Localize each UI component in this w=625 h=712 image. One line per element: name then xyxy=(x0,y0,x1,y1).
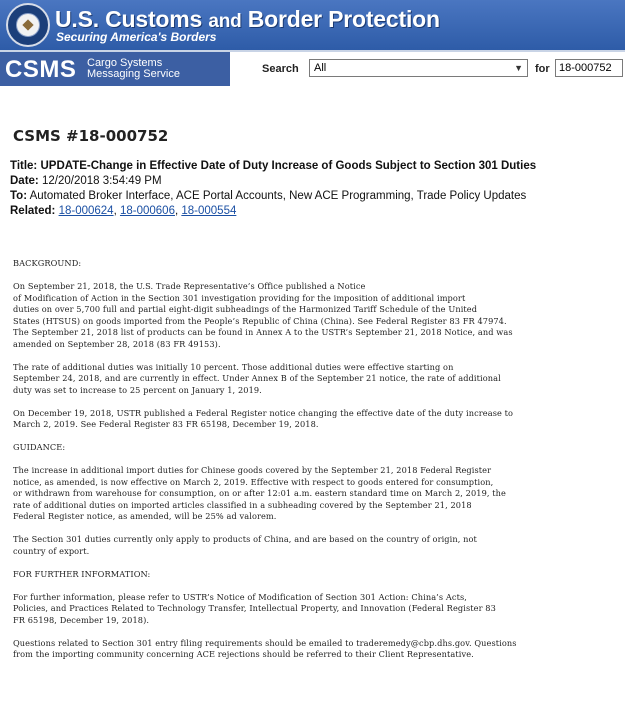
further-info-paragraph-1 xyxy=(13,592,623,627)
agency-name-and: and xyxy=(208,11,242,32)
for-label: for xyxy=(535,63,550,75)
message-body xyxy=(13,258,623,672)
message-title: UPDATE-Change in Effective Date of Duty Increase of Goods Subject to Section 301 Duties xyxy=(40,160,537,172)
eagle-icon xyxy=(22,19,33,30)
section-heading-guidance xyxy=(13,442,623,454)
message-related-row: Related: 18-000624, 18-000606, 18-000554 xyxy=(10,205,237,217)
to-label: To: xyxy=(10,190,28,202)
csms-search-bar xyxy=(0,52,625,86)
background-paragraph-2 xyxy=(13,362,623,397)
body-line: BACKGROUND: xyxy=(13,258,82,268)
guidance-paragraph-2 xyxy=(13,534,623,557)
agency-tagline: Securing America's Borders xyxy=(56,30,217,44)
body-line: duties on over 5,700 full and partial eight-digit subheadings of the Harmonized Tariff Schedule of the United xyxy=(13,304,478,314)
agency-name-part1: U.S. Customs xyxy=(55,6,203,32)
body-line: September 24, 2018, and are currently in effect. Under Annex B of the September 21 notice, the rate of additional xyxy=(13,373,501,383)
related-link[interactable]: 18-000554 xyxy=(181,205,237,217)
guidance-paragraph-1 xyxy=(13,465,623,523)
agency-name[interactable] xyxy=(55,6,440,33)
body-line: notice, as amended, is now effective on March 2, 2019. Effective with respect to goods entered for consumption, xyxy=(13,476,494,487)
body-line: amended on September 28, 2018 (83 FR 49153). xyxy=(13,338,221,349)
body-line: On September 21, 2018, the U.S. Trade Representative’s Office published a Notice xyxy=(13,281,366,291)
body-line: The Section 301 duties currently only apply to products of China, and are based on the country of origin, not xyxy=(13,534,477,544)
background-paragraph-3 xyxy=(13,408,623,431)
title-label: Title: xyxy=(10,160,38,172)
csms-full-name xyxy=(87,58,227,80)
background-paragraph-1 xyxy=(13,281,623,350)
agency-name-part2: Border Protection xyxy=(247,6,440,32)
body-line: FR 65198, December 19, 2018). xyxy=(13,614,150,625)
body-line: country of export. xyxy=(13,545,90,556)
search-input[interactable]: 18-000752 xyxy=(555,59,623,77)
body-line: The rate of additional duties was initially 10 percent. Those additional duties were effective starting on xyxy=(13,361,454,372)
body-line: duty was set to increase to 25 percent on January 1, 2019. xyxy=(13,384,262,395)
body-line: The increase in additional import duties for Chinese goods covered by the September 21, 2018 Federal Register xyxy=(13,465,492,475)
body-line: GUIDANCE: xyxy=(13,442,66,452)
related-link[interactable]: 18-000606 xyxy=(119,205,175,217)
agency-header xyxy=(0,0,625,50)
message-date: 12/20/2018 3:54:49 PM xyxy=(41,175,162,187)
body-line: or withdrawn from warehouse for consumption, on or after 12:01 a.m. eastern standard time on March 2, 2019, the xyxy=(13,488,507,498)
message-date-row xyxy=(10,175,162,187)
related-label: Related: xyxy=(10,205,56,217)
body-line: of Modification of Action in the Section 301 investigation providing for the imposition of additional import xyxy=(13,292,466,303)
page-title: CSMS #18-000752 xyxy=(13,127,169,145)
seal-center xyxy=(16,13,40,37)
message-to-row xyxy=(10,190,526,202)
body-line: Federal Register notice, as amended, will be 25% ad valorem. xyxy=(13,511,277,521)
body-line: Questions related to Section 301 entry filing requirements should be emailed to traderemedy@cbp.dhs.gov. Questions xyxy=(13,637,517,648)
body-line: from the importing community concerning ACE rejections should be referred to their Client Representative. xyxy=(13,649,474,659)
message-title-row xyxy=(10,160,536,172)
section-heading-further-info xyxy=(13,569,623,581)
body-line: rate of additional duties on imported articles classified in a subheading covered by the September 21, 2018 xyxy=(13,499,472,510)
body-line: Policies, and Practices Related to Technology Transfer, Intellectual Property, and Innovation (Federal Register 83 xyxy=(13,603,496,613)
search-scope-value: All xyxy=(314,62,327,74)
message-recipients: Automated Broker Interface, ACE Portal Accounts, New ACE Programming, Trade Policy Updates xyxy=(29,190,527,202)
body-line: On December 19, 2018, USTR published a Federal Register notice changing the effective date of the duty increase to xyxy=(13,407,514,418)
body-line: For further information, please refer to USTR’s Notice of Modification of Section 301 Action: China’s Acts, xyxy=(13,591,467,602)
body-line: States (HTSUS) on goods imported from the People’s Republic of China (China). See Federal Register 83 FR 47974. xyxy=(13,315,507,326)
csms-logo[interactable] xyxy=(0,52,230,86)
csms-full-name-line2: Messaging Service xyxy=(87,68,180,80)
body-line: March 2, 2019. See Federal Register 83 FR 65198, December 19, 2018. xyxy=(13,419,319,429)
chevron-down-icon: ▼ xyxy=(514,63,523,73)
body-line: FOR FURTHER INFORMATION: xyxy=(13,568,151,579)
body-line: The September 21, 2018 list of products can be found in Annex A to the USTR’s September 21, 2018 Notice, and was xyxy=(13,327,513,337)
search-scope-select[interactable] xyxy=(309,59,528,77)
related-link[interactable]: 18-000624 xyxy=(58,205,114,217)
csms-full-name-line1: Cargo Systems xyxy=(87,57,163,69)
dhs-seal-icon[interactable] xyxy=(6,3,50,47)
further-info-paragraph-2 xyxy=(13,638,623,661)
section-heading-background xyxy=(13,258,623,270)
date-label: Date: xyxy=(10,175,39,187)
search-label: Search xyxy=(262,63,299,75)
csms-acronym: CSMS xyxy=(5,56,77,83)
